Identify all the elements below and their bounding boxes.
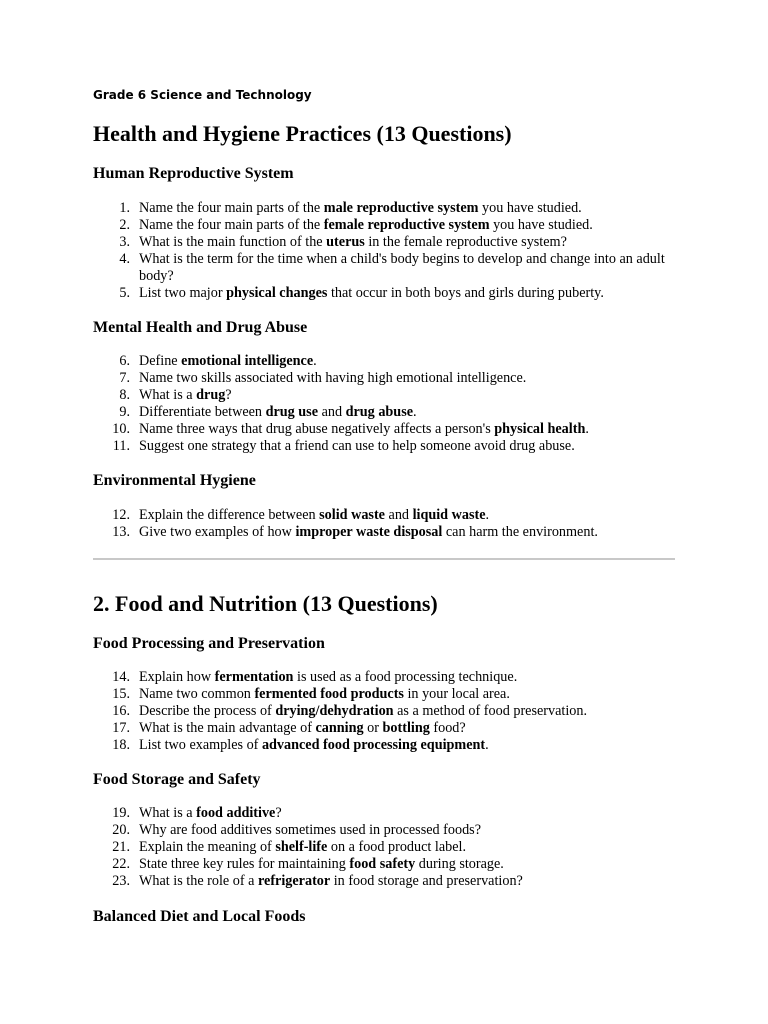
- question-keyword: canning: [315, 720, 364, 736]
- question-number: 4.: [119, 251, 130, 267]
- question-text: food?: [429, 720, 466, 736]
- subsection-mental-health-title: Mental Health and Drug Abuse: [93, 319, 308, 336]
- question-text: What is the term for the time when a child's body begins to develop and change into an adult body?: [139, 251, 665, 284]
- question-item: [93, 421, 675, 438]
- document-header: Grade 6 Science and Technology: [93, 88, 312, 102]
- question-text: you have studied.: [489, 217, 593, 233]
- question-number: 22.: [112, 856, 130, 872]
- question-text: .: [585, 421, 589, 437]
- question-text: on a food product label.: [327, 839, 467, 855]
- section-divider: [93, 558, 675, 560]
- question-number: 8.: [119, 387, 130, 403]
- question-text: as a method of food preservation.: [393, 703, 588, 719]
- question-item: [93, 507, 675, 524]
- question-text: List two major: [139, 285, 227, 301]
- subsection-balanced-diet-title: Balanced Diet and Local Foods: [93, 908, 306, 925]
- question-text: in the female reproductive system?: [364, 234, 567, 250]
- question-item: [93, 669, 675, 686]
- question-keyword: fermentation: [214, 669, 294, 685]
- question-item: [93, 353, 675, 370]
- question-number: 23.: [112, 873, 130, 889]
- question-text: and: [318, 404, 346, 420]
- question-text: Differentiate between: [139, 404, 266, 420]
- question-item: [93, 737, 675, 754]
- question-text: Name three ways that drug abuse negatively affects a person's: [139, 421, 495, 437]
- subsection-environmental-hygiene-title: Environmental Hygiene: [93, 472, 256, 489]
- question-item: [93, 217, 675, 234]
- question-text: What is the main advantage of: [139, 720, 316, 736]
- question-number: 17.: [112, 720, 130, 736]
- question-keyword: advanced food processing equipment: [261, 737, 486, 753]
- question-item: [93, 686, 675, 703]
- section-2-title: 2. Food and Nutrition (13 Questions): [93, 591, 438, 616]
- question-text: Why are food additives sometimes used in processed foods?: [139, 822, 481, 838]
- question-text: in food storage and preservation?: [330, 873, 523, 889]
- question-number: 19.: [112, 805, 130, 821]
- question-text: Suggest one strategy that a friend can use to help someone avoid drug abuse.: [139, 438, 575, 454]
- question-keyword: drug: [196, 387, 226, 403]
- question-number: 12.: [112, 507, 130, 523]
- question-text: ?: [225, 387, 232, 403]
- question-number: 20.: [112, 822, 130, 838]
- question-number: 7.: [119, 370, 130, 386]
- question-item: [93, 873, 675, 890]
- question-list-environmental: [93, 507, 675, 541]
- question-keyword: food safety: [349, 856, 416, 872]
- question-text: What is the main function of the: [139, 234, 327, 250]
- question-item: [93, 370, 675, 387]
- question-item: [93, 404, 675, 421]
- question-text: Explain the difference between: [139, 507, 320, 523]
- question-keyword: fermented food products: [254, 686, 404, 702]
- question-text: .: [313, 353, 317, 369]
- subsection-food-storage-title: Food Storage and Safety: [93, 771, 261, 788]
- question-number: 16.: [112, 703, 130, 719]
- question-text: in your local area.: [403, 686, 510, 702]
- question-item: [93, 234, 675, 251]
- question-number: 10.: [112, 421, 130, 437]
- question-keyword: physical health: [494, 421, 586, 437]
- question-number: 2.: [119, 217, 130, 233]
- question-item: [93, 285, 675, 302]
- question-keyword: drying/dehydration: [275, 703, 394, 719]
- section-1-title: Health and Hygiene Practices (13 Questions): [93, 121, 512, 146]
- question-list-reproductive: [93, 200, 675, 302]
- question-keyword: emotional intelligence: [181, 353, 314, 369]
- question-number: 9.: [119, 404, 130, 420]
- question-text: can harm the environment.: [442, 524, 598, 540]
- question-item: [93, 524, 675, 541]
- question-text: or: [363, 720, 383, 736]
- question-item: [93, 822, 675, 839]
- question-item: [93, 839, 675, 856]
- question-number: 14.: [112, 669, 130, 685]
- question-number: 1.: [119, 200, 130, 216]
- question-text: Define: [139, 353, 182, 369]
- question-number: 11.: [112, 438, 130, 454]
- question-text: Name the four main parts of the: [139, 217, 324, 233]
- question-keyword: physical changes: [226, 285, 328, 301]
- question-text: Name the four main parts of the: [139, 200, 324, 216]
- question-list-food-storage: [93, 805, 675, 890]
- question-text: during storage.: [415, 856, 504, 872]
- question-item: [93, 251, 675, 285]
- question-item: [93, 856, 675, 873]
- question-text: What is a: [139, 387, 197, 403]
- question-text: you have studied.: [478, 200, 582, 216]
- question-text: Give two examples of how: [139, 524, 296, 540]
- question-keyword: bottling: [382, 720, 430, 736]
- question-list-food-processing: [93, 669, 675, 754]
- question-item: [93, 387, 675, 404]
- question-text: .: [485, 737, 489, 753]
- question-list-mental-health: [93, 353, 675, 455]
- question-number: 6.: [119, 353, 130, 369]
- question-keyword: refrigerator: [257, 873, 331, 889]
- question-number: 3.: [119, 234, 130, 250]
- question-item: [93, 720, 675, 737]
- question-item: [93, 438, 675, 455]
- question-number: 18.: [112, 737, 130, 753]
- question-text: and: [384, 507, 413, 523]
- question-keyword: shelf-life: [275, 839, 328, 855]
- question-number: 21.: [112, 839, 130, 855]
- question-text: Describe the process of: [139, 703, 276, 719]
- question-text: is used as a food processing technique.: [293, 669, 518, 685]
- question-keyword: uterus: [326, 234, 365, 250]
- question-keyword: food additive: [196, 805, 276, 821]
- question-keyword: male reproductive system: [323, 200, 479, 216]
- question-text: Name two common: [139, 686, 255, 702]
- question-keyword: improper waste disposal: [295, 524, 443, 540]
- question-text: List two examples of: [139, 737, 262, 753]
- question-text: What is the role of a: [139, 873, 258, 889]
- question-keyword: drug use: [265, 404, 319, 420]
- question-text: What is a: [139, 805, 197, 821]
- question-number: 15.: [112, 686, 130, 702]
- question-number: 5.: [119, 285, 130, 301]
- question-text: that occur in both boys and girls during puberty.: [327, 285, 604, 301]
- question-keyword: solid waste: [319, 507, 385, 523]
- question-text: Name two skills associated with having high emotional intelligence.: [139, 370, 527, 386]
- subsection-reproductive-system-title: Human Reproductive System: [93, 165, 294, 182]
- question-keyword: liquid waste: [412, 507, 486, 523]
- question-item: [93, 805, 675, 822]
- question-text: Explain how: [139, 669, 215, 685]
- question-text: .: [413, 404, 417, 420]
- subsection-food-processing-title: Food Processing and Preservation: [93, 635, 325, 652]
- question-text: ?: [275, 805, 282, 821]
- question-item: [93, 200, 675, 217]
- question-item: [93, 703, 675, 720]
- question-text: Explain the meaning of: [139, 839, 276, 855]
- question-text: .: [485, 507, 490, 523]
- question-keyword: female reproductive system: [323, 217, 490, 233]
- question-text: State three key rules for maintaining: [139, 856, 350, 872]
- question-keyword: drug abuse: [345, 404, 414, 420]
- question-number: 13.: [112, 524, 130, 540]
